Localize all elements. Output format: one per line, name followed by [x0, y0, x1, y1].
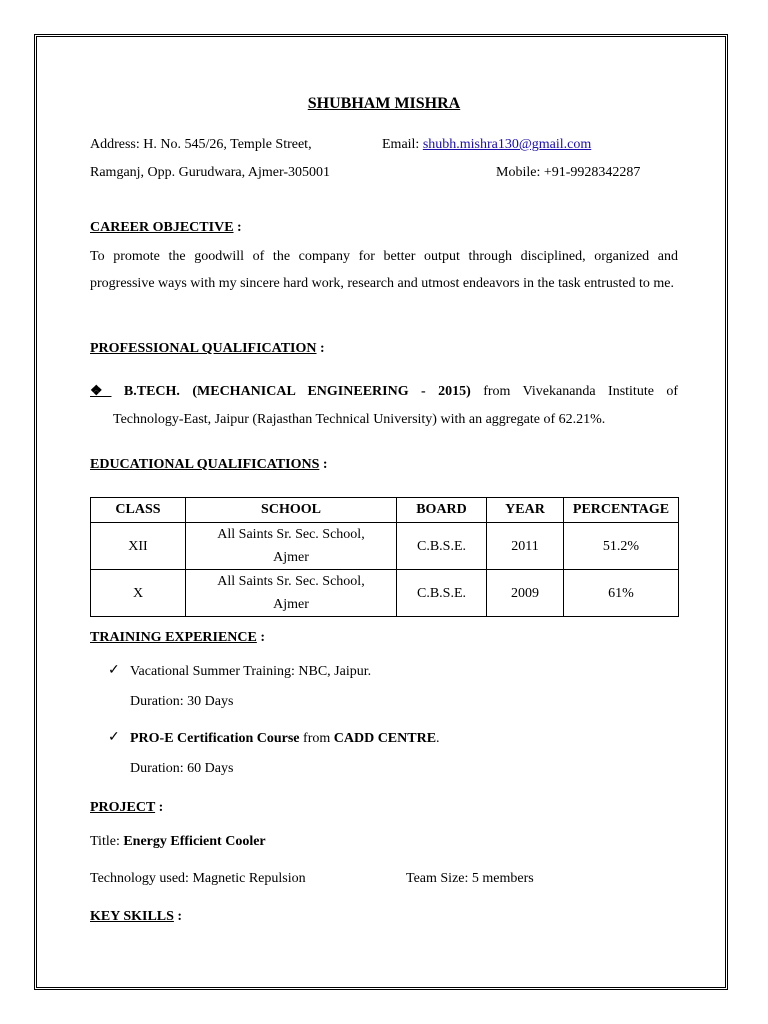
address-label: Address:	[90, 137, 140, 152]
school-line: All Saints Sr. Sec. School,	[217, 527, 365, 542]
project-heading-text: PROJECT	[90, 800, 156, 815]
project-team-size: Team Size: 5 members	[406, 871, 534, 886]
percentage-cell: 51.2%	[564, 523, 679, 570]
course-provider: CADD CENTRE	[333, 731, 437, 746]
table-row	[91, 523, 679, 570]
training-item-1-duration: Duration: 30 Days	[130, 694, 234, 709]
column-header: PERCENTAGE	[564, 498, 679, 523]
class-cell: X	[91, 570, 186, 617]
address-line-1	[90, 136, 312, 154]
career-heading-text: CAREER OBJECTIVE	[90, 220, 234, 235]
checkmark-icon: ✓	[108, 730, 120, 745]
career-heading: CAREER OBJECTIVE :	[90, 220, 242, 235]
email-link[interactable]: shubh.mishra130@gmail.com	[422, 137, 592, 152]
school-line: All Saints Sr. Sec. School,	[217, 574, 365, 589]
skills-heading-text: KEY SKILLS	[90, 909, 174, 924]
mobile-row	[496, 164, 640, 182]
mobile-label: Mobile:	[496, 165, 541, 180]
column-header: SCHOOL	[186, 498, 397, 523]
school-cell	[186, 523, 397, 570]
address-value: H. No. 545/26, Temple Street,	[143, 137, 312, 152]
career-text: To promote the goodwill of the company for better output through disciplined, organized and progressive ways with my sincere hard work, research and utmost endeavors in the task entrusted to me.	[90, 249, 678, 291]
project-title-label: Title:	[90, 834, 120, 849]
board-cell: C.B.S.E.	[397, 570, 487, 617]
project-title	[90, 833, 266, 851]
email-row	[382, 136, 591, 154]
degree-details: Technology-East, Jaipur (Rajasthan Technical University) with an aggregate of 62.21%.	[113, 412, 606, 427]
column-header: BOARD	[397, 498, 487, 523]
training-item-2-duration: Duration: 60 Days	[130, 761, 234, 776]
email-label: Email:	[382, 137, 420, 152]
project-technology: Technology used: Magnetic Repulsion	[90, 871, 306, 886]
professional-item	[90, 378, 678, 434]
project-heading: PROJECT :	[90, 800, 164, 815]
degree-title: B.TECH. (MECHANICAL ENGINEERING - 2015)	[123, 384, 471, 399]
year-cell: 2011	[487, 523, 564, 570]
address-line-2: Ramganj, Opp. Gurudwara, Ajmer-305001	[90, 165, 331, 180]
training-item-1: Vacational Summer Training: NBC, Jaipur.	[130, 664, 372, 679]
year-cell: 2009	[487, 570, 564, 617]
diamond-bullet-icon: ❖	[90, 384, 112, 399]
percentage-cell: 61%	[564, 570, 679, 617]
column-header: YEAR	[487, 498, 564, 523]
course-connector: from	[303, 731, 331, 746]
professional-heading: PROFESSIONAL QUALIFICATION :	[90, 341, 325, 356]
education-heading: EDUCATIONAL QUALIFICATIONS :	[90, 457, 328, 472]
education-heading-text: EDUCATIONAL QUALIFICATIONS	[90, 457, 320, 472]
mobile-value: +91-9928342287	[543, 165, 641, 180]
project-title-value: Energy Efficient Cooler	[123, 834, 266, 849]
training-item-2	[130, 730, 440, 748]
table-header-row	[91, 498, 679, 523]
checkmark-icon: ✓	[108, 663, 120, 678]
training-heading-text: TRAINING EXPERIENCE	[90, 630, 257, 645]
course-name: PRO-E Certification Course	[130, 731, 300, 746]
school-line: Ajmer	[273, 597, 309, 612]
professional-heading-text: PROFESSIONAL QUALIFICATION	[90, 341, 317, 356]
board-cell: C.B.S.E.	[397, 523, 487, 570]
course-period: .	[436, 731, 440, 746]
school-cell	[186, 570, 397, 617]
table-row	[91, 570, 679, 617]
training-heading: TRAINING EXPERIENCE :	[90, 630, 266, 645]
education-table	[90, 497, 679, 617]
column-header: CLASS	[91, 498, 186, 523]
school-line: Ajmer	[273, 550, 309, 565]
class-cell: XII	[91, 523, 186, 570]
skills-heading: KEY SKILLS :	[90, 909, 183, 924]
candidate-name: SHUBHAM MISHRA	[307, 95, 461, 112]
degree-institute: from Vivekananda Institute of	[483, 384, 679, 399]
